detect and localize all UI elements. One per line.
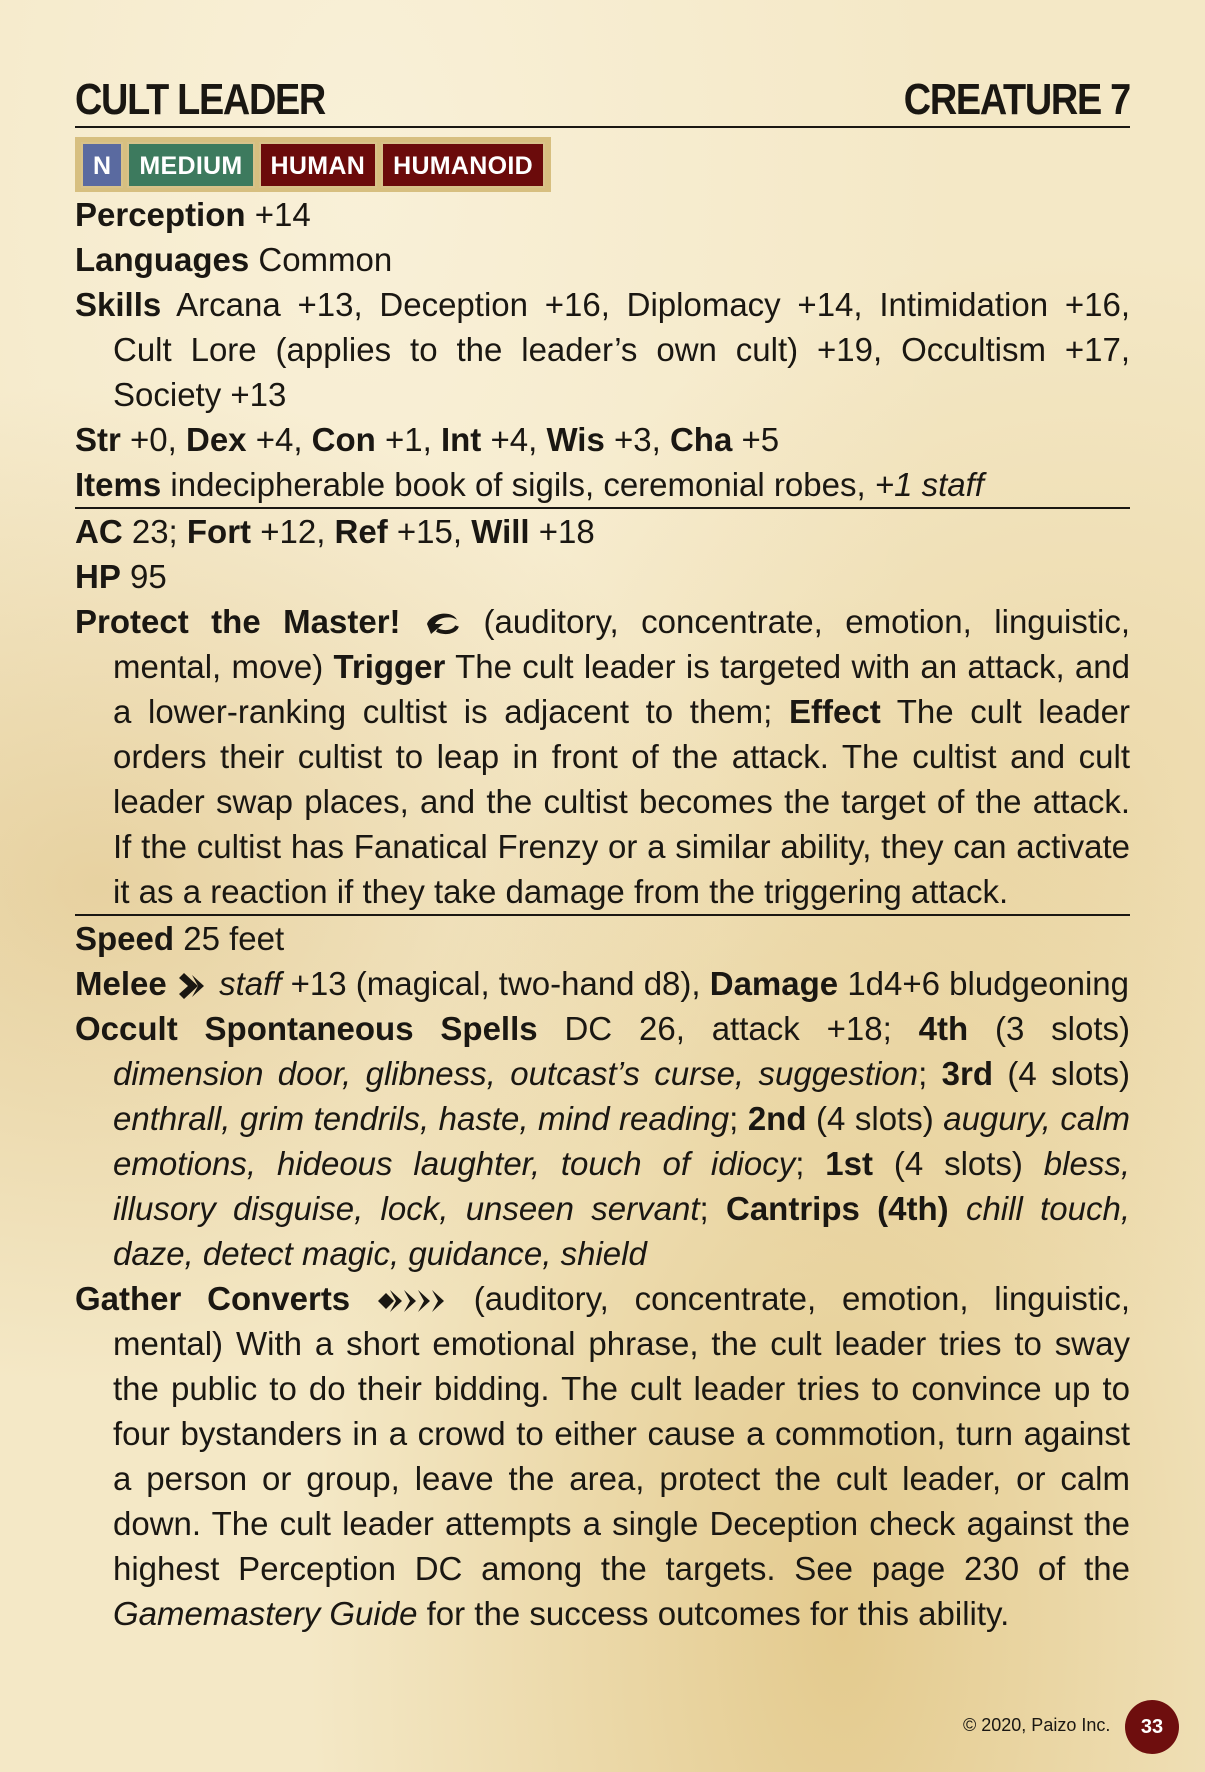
melee-weapon: staff <box>219 965 282 1002</box>
gather-book: Gamemastery Guide <box>113 1595 418 1632</box>
gather-text: With a short emotional phrase, the cult leader tries to sway the public to do their bidding. The cult leader tries to convince up to four bystanders in a crowd to either cause a commotion, turn against a person or group, leave the area, protect the cult leader, or calm down. The cult leader attempts a single Deception check against the highest Perception DC among the targets. See page 230 of the <box>113 1325 1130 1587</box>
trait-size: MEDIUM <box>127 142 254 188</box>
copyright: © 2020, Paizo Inc. <box>963 1715 1111 1735</box>
perception-line <box>75 192 1130 237</box>
rank-2-label: 2nd <box>747 1100 807 1137</box>
rank-1-label: 1st <box>825 1145 873 1182</box>
spells-block <box>75 1006 1130 1276</box>
speed-line <box>75 916 1130 961</box>
trait-humanoid: HUMANOID <box>381 142 545 188</box>
gather-name: Gather Converts <box>75 1280 351 1317</box>
creature-name: CULT LEADER <box>75 75 325 124</box>
skills-line <box>75 282 1130 417</box>
protect-name: Protect the Master! <box>75 603 401 640</box>
melee-attack: +13 (magical, two-hand d8), <box>290 965 701 1002</box>
separator: ; <box>795 1145 805 1182</box>
protect-the-master-ability <box>75 599 1130 914</box>
cantrips-label: Cantrips (4th) <box>725 1190 949 1227</box>
dex-label: Dex <box>185 421 247 458</box>
hp-line <box>75 554 1130 599</box>
melee-line <box>75 961 1130 1006</box>
wis-label: Wis <box>546 421 605 458</box>
dex-value: +4, <box>255 421 303 458</box>
ability-scores <box>75 417 1130 462</box>
rank-3-label: 3rd <box>941 1055 994 1092</box>
ac-value: 23; <box>131 513 178 550</box>
languages-label: Languages <box>75 241 250 278</box>
ref-label: Ref <box>334 513 388 550</box>
items-magic: +1 staff <box>874 466 984 503</box>
fort-value: +12, <box>260 513 326 550</box>
skills-label: Skills <box>75 286 162 323</box>
gather-traits: (auditory, concentrate, emotion, linguistic, mental) <box>113 1280 1130 1362</box>
rank-4-slots: (3 slots) <box>994 1010 1131 1047</box>
three-action-icon <box>376 1286 448 1316</box>
skills-value: Arcana +13, Deception +16, Diplomacy +14, Intimidation +16, Cult Lore (applies to the leader’s own cult) +19, Occultism +17, Society +13 <box>113 286 1130 413</box>
cantrips-spells: chill touch, daze, detect magic, guidance, shield <box>113 1190 1130 1272</box>
protect-effect-label: Effect <box>789 693 881 730</box>
separator: ; <box>699 1190 709 1227</box>
items-value: indecipherable book of sigils, ceremonial robes, <box>170 466 866 503</box>
fort-label: Fort <box>186 513 252 550</box>
will-label: Will <box>471 513 530 550</box>
protect-traits: (auditory, concentrate, emotion, linguistic, mental, move) <box>113 603 1131 685</box>
protect-trigger: The cult leader is targeted with an attack, and a lower-ranking cultist is adjacent to them; <box>113 648 1130 730</box>
trait-alignment: N <box>81 142 123 188</box>
rank-3-spells: enthrall, grim tendrils, haste, mind reading <box>113 1100 730 1137</box>
str-value: +0, <box>130 421 177 458</box>
perception-label: Perception <box>75 196 246 233</box>
int-label: Int <box>440 421 482 458</box>
wis-value: +3, <box>614 421 661 458</box>
trait-list <box>75 137 551 192</box>
spells-dc: DC 26, attack +18; <box>564 1010 892 1047</box>
rank-1-slots: (4 slots) <box>893 1145 1023 1182</box>
melee-label: Melee <box>75 965 167 1002</box>
gather-tail: for the success outcomes for this ability. <box>426 1595 1010 1632</box>
str-label: Str <box>75 421 121 458</box>
items-line <box>75 462 1130 507</box>
cha-value: +5 <box>741 421 780 458</box>
stat-block <box>75 70 1130 1636</box>
spells-label: Occult Spontaneous Spells <box>75 1010 538 1047</box>
will-value: +18 <box>538 513 595 550</box>
trait-human: HUMAN <box>259 142 378 188</box>
single-action-icon <box>176 971 210 1001</box>
protect-effect: The cult leader orders their cultist to leap in front of the attack. The cultist and cult leader swap places, and the cultist becomes the target of the attack. If the cultist has Fanatical Frenzy or a similar ability, they can activate it as a reaction if they take damage from the triggering attack. <box>113 693 1130 910</box>
ref-value: +15, <box>396 513 463 550</box>
con-label: Con <box>311 421 376 458</box>
melee-damage: 1d4+6 bludgeoning <box>847 965 1130 1002</box>
title-bar <box>75 70 1130 128</box>
con-value: +1, <box>385 421 432 458</box>
rank-1-spells: bless, illusory disguise, lock, unseen servant <box>113 1145 1131 1227</box>
items-label: Items <box>75 466 162 503</box>
ac-label: AC <box>75 513 123 550</box>
gather-converts-ability <box>75 1276 1130 1636</box>
speed-label: Speed <box>75 920 175 957</box>
speed-value: 25 feet <box>183 920 285 957</box>
reaction-icon <box>423 610 461 638</box>
int-value: +4, <box>490 421 538 458</box>
rank-4-label: 4th <box>918 1010 969 1047</box>
protect-trigger-label: Trigger <box>333 648 446 685</box>
hp-label: HP <box>75 558 121 595</box>
creature-level: CREATURE 7 <box>903 75 1130 124</box>
perception-value: +14 <box>254 196 311 233</box>
rank-2-spells: augury, calm emotions, hideous laughter, touch of idiocy <box>113 1100 1131 1182</box>
languages-value: Common <box>258 241 393 278</box>
rank-3-slots: (4 slots) <box>1007 1055 1130 1092</box>
melee-damage-label: Damage <box>709 965 839 1002</box>
defense-line <box>75 509 1130 554</box>
page-number: 33 <box>1125 1700 1179 1754</box>
rank-4-spells: dimension door, glibness, outcast’s curse, suggestion <box>113 1055 919 1092</box>
rank-2-slots: (4 slots) <box>816 1100 934 1137</box>
separator: ; <box>729 1100 739 1137</box>
languages-line <box>75 237 1130 282</box>
hp-value: 95 <box>130 558 167 595</box>
separator: ; <box>918 1055 928 1092</box>
cha-label: Cha <box>669 421 733 458</box>
